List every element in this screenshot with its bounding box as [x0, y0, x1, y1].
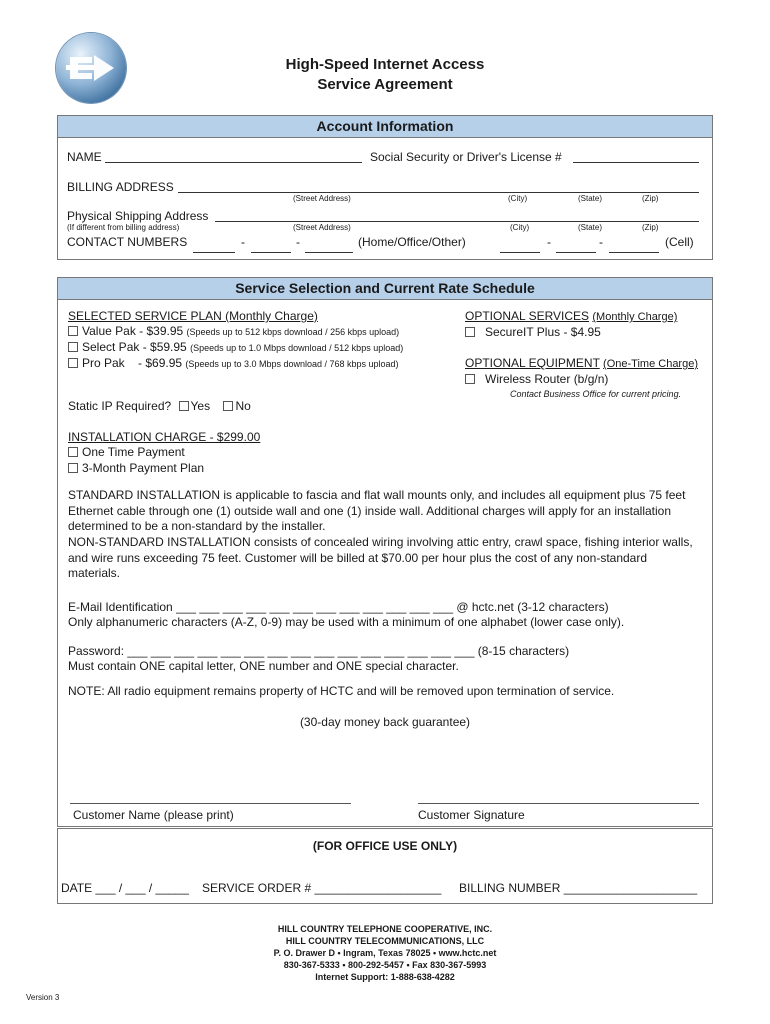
footer-internet-support: Internet Support: 1-888-638-4282 — [315, 972, 455, 982]
email-rule: Only alphanumeric characters (A-Z, 0-9) may be used with a minimum of one alphabet (lower case only). — [68, 615, 625, 629]
home-phone-area[interactable] — [193, 252, 235, 253]
zip-hint-2: (Zip) — [642, 223, 659, 232]
email-row[interactable]: E-Mail Identification ___ ___ ___ ___ ___ ___ ___ ___ ___ ___ ___ ___ @ hctc.net (3-12 characters) — [68, 600, 609, 614]
contact-pricing-note: Contact Business Office for current pricing. — [510, 389, 682, 399]
shipping-hint: (If different from billing address) — [67, 223, 180, 232]
billing-address-label: BILLING ADDRESS — [67, 180, 174, 194]
plan-select-pak[interactable]: Select Pak - $59.95 (Speeds up to 1.0 Mbps download / 512 kbps upload) — [68, 340, 403, 354]
street-hint: (Street Address) — [293, 194, 351, 203]
pro-pak-checkbox[interactable] — [68, 358, 78, 368]
email-blanks[interactable]: ___ ___ ___ ___ ___ ___ ___ ___ ___ ___ ___ ___ — [176, 600, 453, 614]
shipping-address-field[interactable] — [215, 221, 699, 222]
three-month-plan-checkbox[interactable] — [68, 463, 78, 473]
state-hint-2: (State) — [578, 223, 603, 232]
zip-hint: (Zip) — [642, 194, 659, 203]
service-order-blank[interactable]: ___________________ — [314, 881, 442, 895]
secureit-checkbox[interactable] — [465, 327, 475, 337]
secureit-option[interactable]: SecureIT Plus - $4.95 — [465, 325, 601, 339]
footer-phones: 830-367-5333 • 800-292-5457 • Fax 830-367-5993 — [283, 960, 487, 970]
contact-numbers-label: CONTACT NUMBERS — [67, 235, 188, 249]
account-information-heading: Account Information — [58, 116, 712, 138]
static-ip-no-checkbox[interactable] — [223, 401, 233, 411]
date-blanks[interactable]: ___ / ___ / _____ — [95, 881, 189, 895]
one-time-payment-checkbox[interactable] — [68, 447, 78, 457]
name-label: NAME — [67, 150, 102, 164]
name-field[interactable] — [105, 162, 362, 163]
static-ip-label: Static IP Required? — [68, 399, 172, 413]
optional-services-heading: OPTIONAL SERVICES (Monthly Charge) — [465, 309, 678, 323]
customer-name-line[interactable] — [70, 803, 351, 804]
radio-equipment-note: NOTE: All radio equipment remains property of HCTC and will be removed upon termination of service. — [68, 684, 615, 698]
password-rule: Must contain ONE capital letter, ONE number and ONE special character. — [68, 659, 459, 673]
footer-company-2: HILL COUNTRY TELECOMMUNICATIONS, LLC — [285, 936, 485, 946]
wireless-router-option[interactable]: Wireless Router (b/g/n) — [465, 372, 608, 386]
selected-plan-heading: SELECTED SERVICE PLAN (Monthly Charge) — [68, 309, 318, 323]
password-row[interactable]: Password: ___ ___ ___ ___ ___ ___ ___ ___ ___ ___ ___ ___ ___ ___ ___ (8-15 characters) — [68, 644, 570, 658]
value-pak-checkbox[interactable] — [68, 326, 78, 336]
page-subtitle: Service Agreement — [317, 76, 453, 93]
customer-name-label: Customer Name (please print) — [73, 808, 234, 822]
home-phone-line[interactable] — [305, 252, 353, 253]
office-date-row[interactable]: DATE ___ / ___ / _____ — [61, 881, 189, 895]
dash-2: - — [296, 235, 300, 249]
billing-address-field[interactable] — [178, 192, 699, 193]
cell-phone-line[interactable] — [609, 252, 659, 253]
city-hint: (City) — [508, 194, 528, 203]
state-hint: (State) — [578, 194, 603, 203]
ssn-label: Social Security or Driver's License # — [370, 150, 562, 164]
nonstandard-installation-text: NON-STANDARD INSTALLATION consists of concealed wiring involving attic entry, crawl space, fishing interior walls, and wire runs exceeding 75 feet. Customer will be billed at $70.00 per hour plus the cost of any non-standard materials. — [68, 535, 693, 580]
plan-pro-pak[interactable]: Pro Pak - $69.95 (Speeds up to 3.0 Mbps download / 768 kbps upload) — [68, 356, 399, 370]
home-office-other-label: (Home/Office/Other) — [358, 235, 466, 249]
billing-number-row[interactable]: BILLING NUMBER ____________________ — [459, 881, 698, 895]
cell-label: (Cell) — [665, 235, 694, 249]
wireless-router-checkbox[interactable] — [465, 374, 475, 384]
dash-3: - — [547, 235, 551, 249]
select-pak-checkbox[interactable] — [68, 342, 78, 352]
static-ip-row: Static IP Required? Yes No — [68, 399, 251, 413]
password-blanks[interactable]: ___ ___ ___ ___ ___ ___ ___ ___ ___ ___ ___ ___ ___ ___ ___ — [127, 644, 475, 658]
cell-phone-prefix[interactable] — [556, 252, 596, 253]
installation-charge-heading: INSTALLATION CHARGE - $299.00 — [68, 430, 261, 444]
cell-phone-area[interactable] — [500, 252, 540, 253]
customer-signature-line[interactable] — [418, 803, 699, 804]
footer-company-1: HILL COUNTRY TELEPHONE COOPERATIVE, INC. — [277, 924, 493, 934]
customer-signature-label: Customer Signature — [418, 808, 525, 822]
static-ip-yes-checkbox[interactable] — [179, 401, 189, 411]
city-hint-2: (City) — [510, 223, 530, 232]
three-month-plan-option[interactable]: 3-Month Payment Plan — [68, 461, 204, 475]
street-hint-2: (Street Address) — [293, 223, 351, 232]
one-time-payment-option[interactable]: One Time Payment — [68, 445, 185, 459]
service-selection-heading: Service Selection and Current Rate Schedule — [58, 278, 712, 300]
page-title: High-Speed Internet Access — [285, 56, 485, 73]
plan-value-pak[interactable]: Value Pak - $39.95 (Speeds up to 512 kbps download / 256 kbps upload) — [68, 324, 399, 338]
money-back-guarantee: (30-day money back guarantee) — [299, 715, 471, 729]
billing-number-blank[interactable]: ____________________ — [563, 881, 698, 895]
optional-equipment-heading: OPTIONAL EQUIPMENT (One-Time Charge) — [465, 356, 698, 370]
dash-4: - — [599, 235, 603, 249]
home-phone-prefix[interactable] — [251, 252, 291, 253]
footer-address: P. O. Drawer D • Ingram, Texas 78025 • www.hctc.net — [273, 948, 497, 958]
shipping-address-label: Physical Shipping Address — [67, 209, 209, 223]
version-label: Version 3 — [26, 993, 60, 1002]
dash-1: - — [241, 235, 245, 249]
standard-installation-text: STANDARD INSTALLATION is applicable to fascia and flat wall mounts only, and includes all equipment plus 75 feet Ethernet cable through one (1) outside wall and one (1) inside wall. Additional charges will apply for an installation determined to be a non-standard by the installer. — [68, 488, 686, 533]
service-order-row[interactable]: SERVICE ORDER # ___________________ — [202, 881, 442, 895]
office-use-heading: (FOR OFFICE USE ONLY) — [312, 839, 458, 853]
ssn-field[interactable] — [573, 162, 699, 163]
